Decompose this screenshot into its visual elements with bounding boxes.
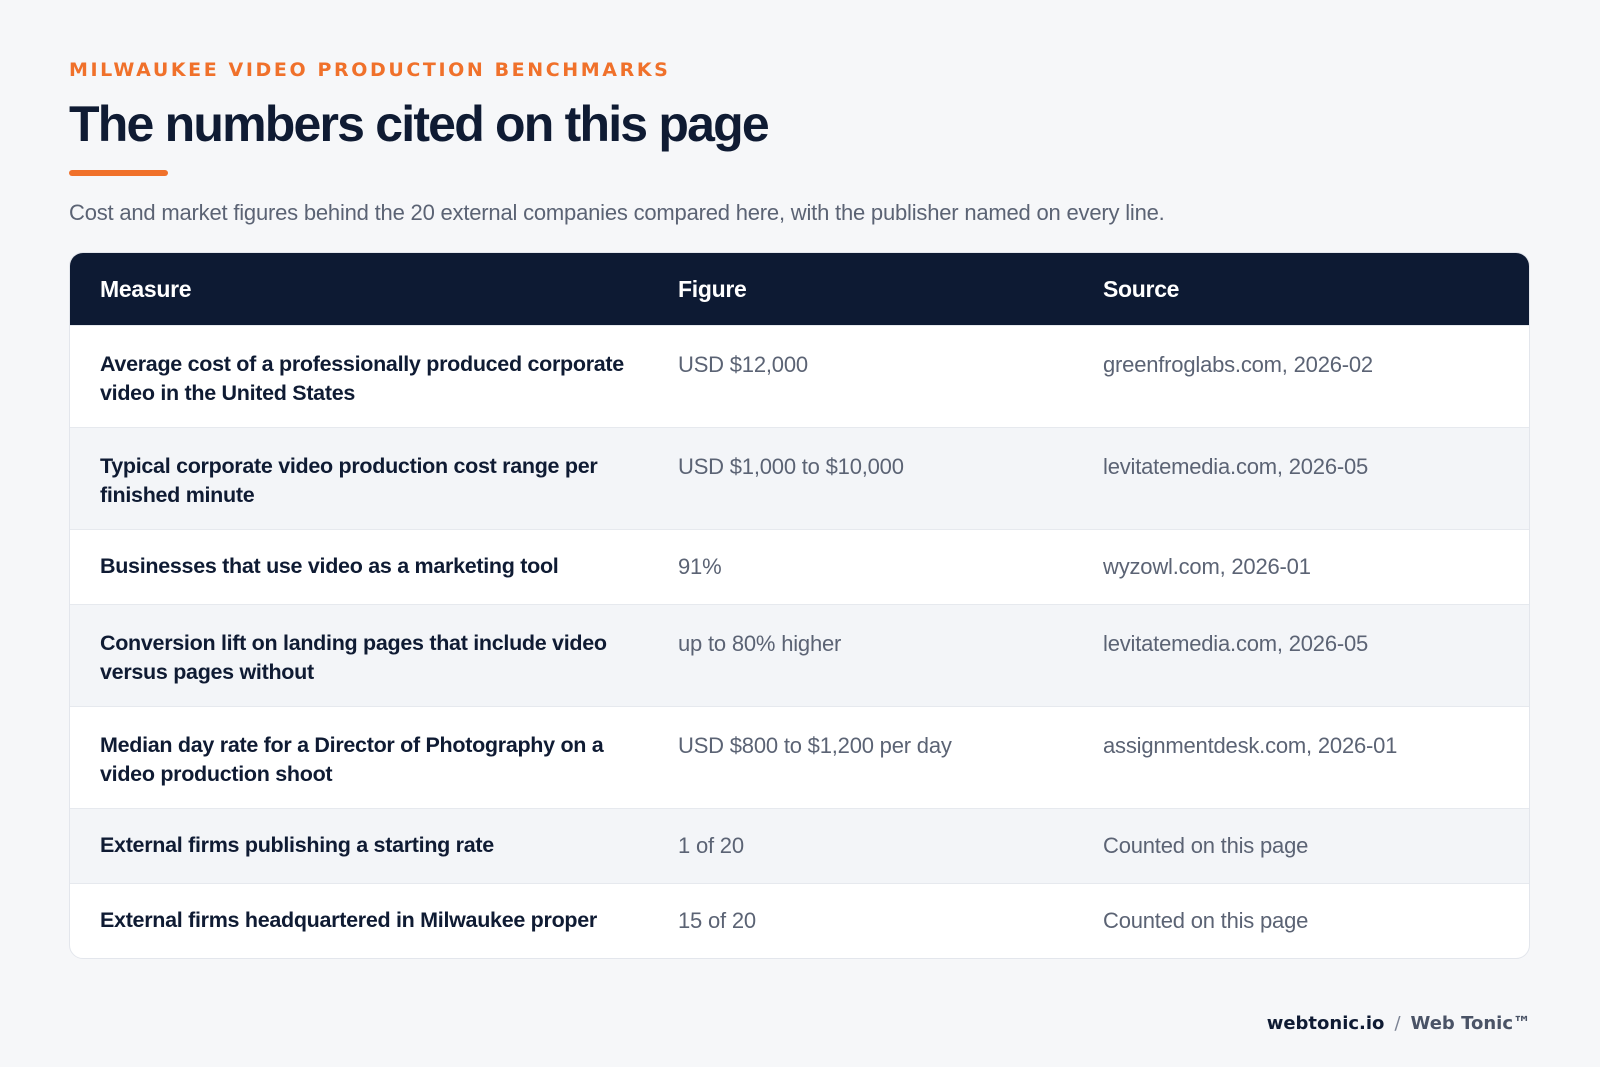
cell-source: assignmentdesk.com, 2026-01 [1103, 733, 1398, 758]
benchmarks-page [69, 56, 1530, 959]
footer-brand: Web Tonic™ [1410, 1013, 1531, 1034]
cell-figure: USD $800 to $1,200 per day [678, 733, 952, 758]
table-row [70, 808, 1529, 883]
cell-figure: 15 of 20 [678, 908, 756, 933]
cell-measure: Median day rate for a Director of Photography on a video production shoot [100, 733, 604, 786]
cell-measure: Businesses that use video as a marketing tool [100, 554, 559, 578]
table-row [70, 427, 1529, 529]
title-accent-bar [69, 170, 168, 176]
cell-figure: 91% [678, 554, 722, 579]
cell-source: wyzowl.com, 2026-01 [1103, 554, 1311, 579]
footer-domain: webtonic.io [1266, 1013, 1385, 1034]
table-row [70, 706, 1529, 808]
cell-figure: up to 80% higher [678, 631, 842, 656]
cell-source: Counted on this page [1103, 908, 1309, 933]
cell-source: greenfroglabs.com, 2026-02 [1103, 352, 1373, 377]
benchmarks-table [69, 252, 1530, 959]
column-header-measure: Measure [100, 275, 192, 302]
column-header-source: Source [1103, 275, 1180, 302]
cell-figure: USD $12,000 [678, 352, 808, 377]
cell-figure: USD $1,000 to $10,000 [678, 454, 904, 479]
column-header-figure: Figure [678, 275, 747, 302]
footer-separator: / [1394, 1013, 1401, 1034]
cell-source: Counted on this page [1103, 833, 1309, 858]
cell-measure: Average cost of a professionally produced corporate video in the United States [100, 352, 624, 405]
page-title: The numbers cited on this page [69, 96, 768, 152]
cell-measure: External firms headquartered in Milwaukee proper [100, 908, 597, 932]
cell-measure: Conversion lift on landing pages that include video versus pages without [100, 631, 607, 684]
table-row [70, 883, 1529, 958]
table-row [70, 529, 1529, 604]
cell-source: levitatemedia.com, 2026-05 [1103, 454, 1369, 479]
cell-measure: External firms publishing a starting rate [100, 833, 494, 857]
table-row [70, 325, 1529, 427]
cell-source: levitatemedia.com, 2026-05 [1103, 631, 1369, 656]
cell-measure: Typical corporate video production cost range per finished minute [100, 454, 598, 507]
cell-figure: 1 of 20 [678, 833, 744, 858]
table-row [70, 604, 1529, 706]
footer-credit [1267, 1012, 1531, 1036]
page-subtitle: Cost and market figures behind the 20 external companies compared here, with the publisher named on every line. [69, 200, 1165, 225]
eyebrow-label: MILWAUKEE VIDEO PRODUCTION BENCHMARKS [69, 59, 671, 81]
table-header [70, 253, 1529, 325]
